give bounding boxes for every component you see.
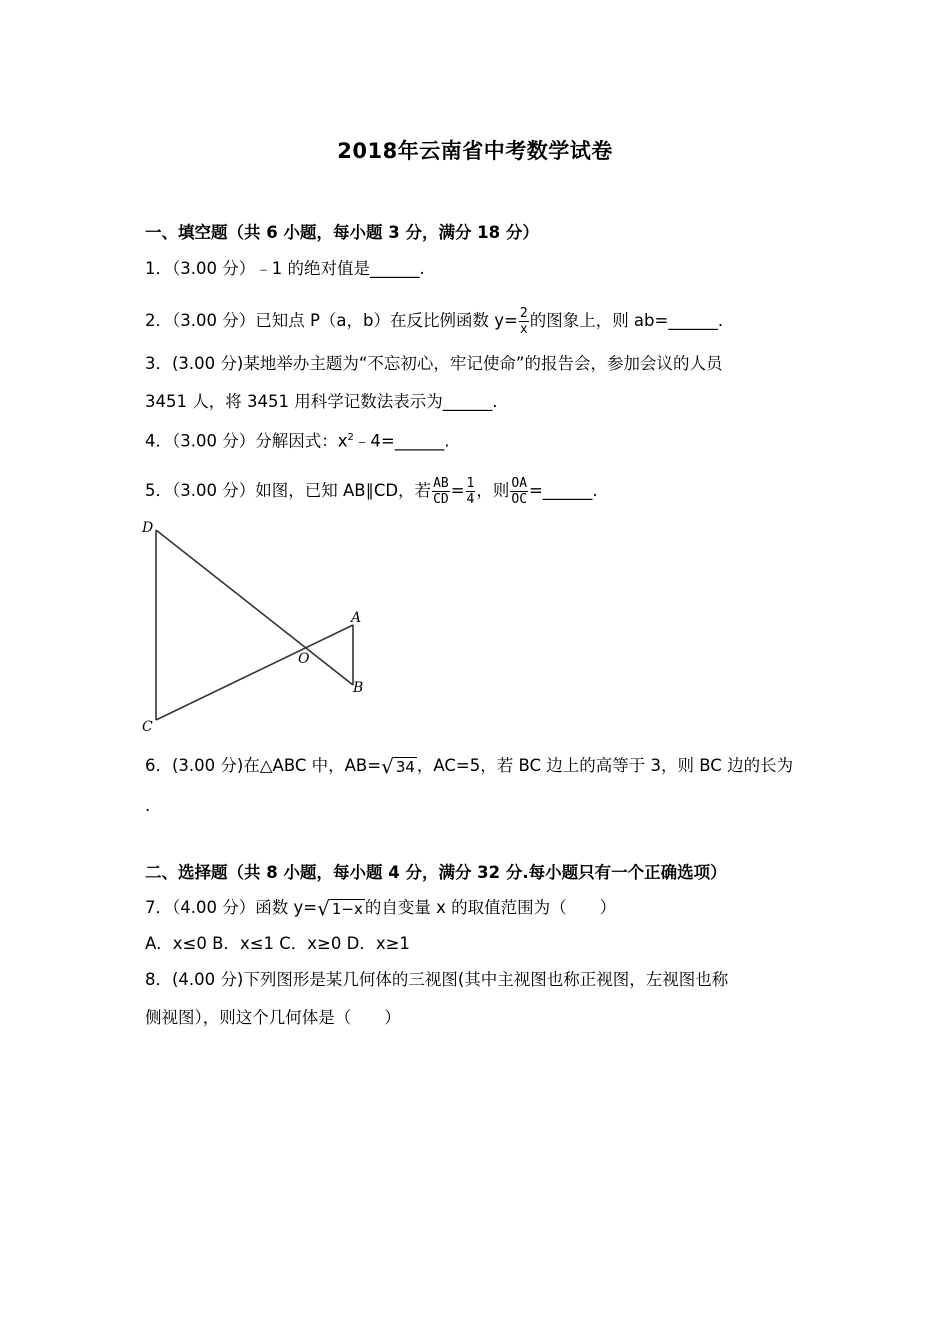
question-2	[145, 306, 815, 337]
question-3-line-1: 3．(3.00 分)某地举办主题为“不忘初心，牢记使命”的报告会，参加会议的人员	[145, 354, 723, 373]
radicand: 34	[395, 757, 415, 776]
question-6	[145, 755, 815, 778]
label-a: A	[351, 610, 362, 626]
fraction-denominator: 4	[466, 492, 475, 507]
fraction-denominator: x	[519, 322, 528, 337]
question-1: 1．（3.00 分）﹣1 的绝对值是______.	[145, 259, 425, 278]
question-4-text-before: 4．（3.00 分）分解因式：x	[145, 431, 348, 451]
fraction-numerator: 1	[466, 476, 475, 491]
question-7-options: A．x≤0 B．x≤1 C．x≥0 D．x≥1	[145, 934, 410, 953]
fraction-numerator: 2	[519, 306, 528, 321]
label-c: C	[142, 719, 153, 735]
question-5-text-before: 5．（3.00 分）如图，已知 AB∥CD，若	[145, 481, 432, 500]
question-5-text-after: =______.	[529, 481, 598, 500]
question-5-text-mid: ，则	[476, 481, 510, 500]
radical-sign-icon: √	[381, 754, 394, 779]
question-2-text-before: 2．（3.00 分）已知点 P（a，b）在反比例函数 y=	[145, 311, 518, 330]
question-7-text-before: 7．（4.00 分）函数 y=	[145, 898, 318, 917]
geometry-figure	[138, 515, 378, 740]
segment-db	[156, 530, 353, 685]
question-5	[145, 476, 815, 507]
fraction-denominator: CD	[433, 492, 449, 507]
question-7	[145, 897, 815, 920]
question-4-text-after: ﹣4=______.	[353, 431, 450, 451]
square-root	[317, 897, 365, 920]
question-6-text-after: ，AC=5，若 BC 边上的高等于 3，则 BC 边的长为	[416, 756, 794, 775]
segment-ca	[156, 625, 353, 720]
fraction-denominator: OC	[511, 492, 528, 507]
question-8-line-2: 侧视图），则这个几何体是（ ）	[145, 1008, 401, 1027]
label-o: O	[298, 651, 310, 667]
question-6-line-2: .	[145, 796, 151, 815]
section-1-heading: 一、填空题（共 6 小题，每小题 3 分，满分 18 分）	[145, 223, 539, 242]
exponent: 2	[347, 432, 354, 443]
label-d: D	[142, 520, 154, 536]
question-3-line-2: 3451 人，将 3451 用科学记数法表示为______.	[145, 392, 498, 411]
fraction-numerator: OA	[511, 476, 528, 491]
question-8-line-1: 8．(4.00 分)下列图形是某几何体的三视图(其中主视图也称正视图，左视图也称	[145, 970, 729, 989]
square-root	[381, 755, 417, 778]
question-7-text-after: 的自变量 x 的取值范围为（ ）	[364, 898, 617, 917]
radical-sign-icon: √	[317, 896, 330, 921]
equals-sign: =	[450, 481, 465, 500]
question-2-text-after: 的图象上，则 ab=______.	[529, 311, 724, 330]
fraction-ab-over-cd	[432, 476, 450, 507]
fraction-one-quarter	[466, 476, 476, 507]
fraction-oa-over-oc	[510, 476, 528, 507]
radicand: 1−x	[331, 899, 363, 918]
question-4	[145, 427, 815, 453]
label-b: B	[353, 680, 364, 696]
page-title: 2018年云南省中考数学试卷	[337, 139, 613, 163]
fraction-numerator: AB	[433, 476, 449, 491]
fraction-2-over-x	[519, 306, 529, 337]
question-6-text-before: 6．(3.00 分)在△ABC 中，AB=	[145, 756, 382, 775]
section-2-heading: 二、选择题（共 8 小题，每小题 4 分，满分 32 分.每小题只有一个正确选项）	[145, 863, 727, 882]
